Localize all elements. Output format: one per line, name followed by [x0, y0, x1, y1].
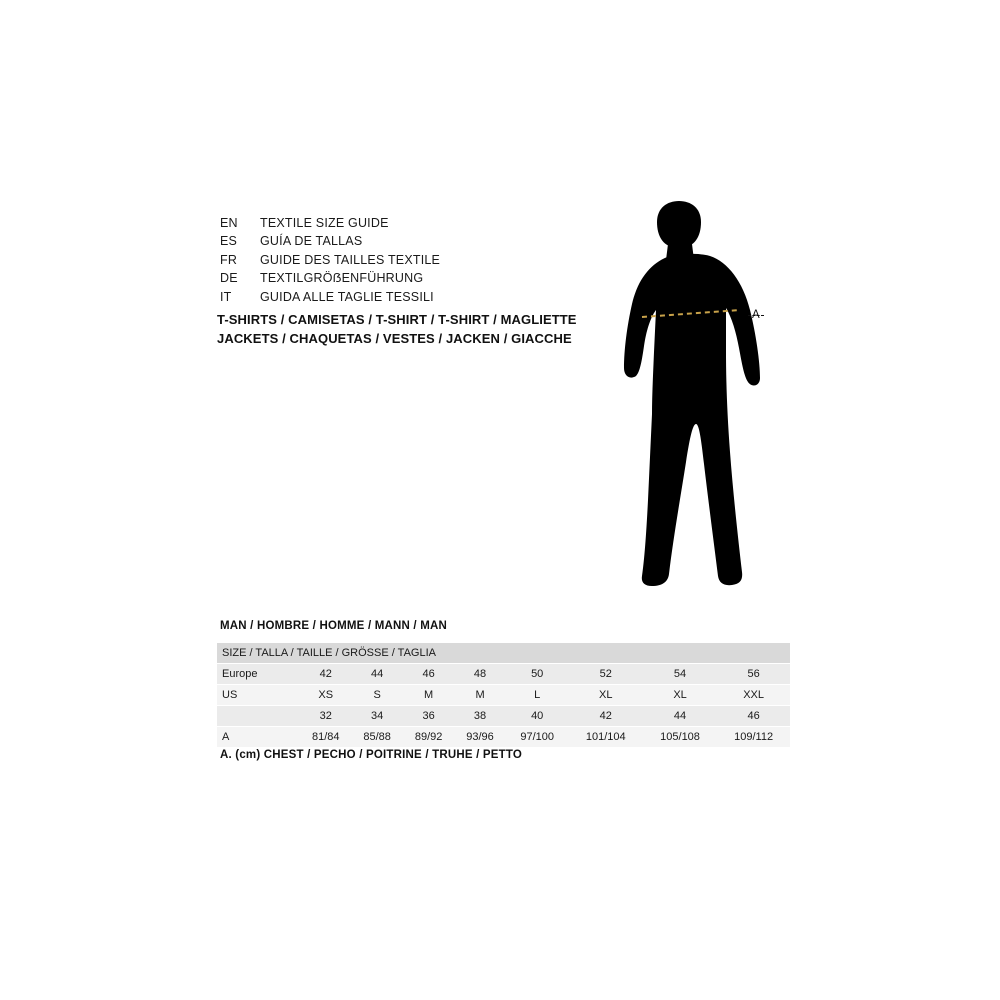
table-header-row [217, 643, 790, 664]
measure-label-a: A [752, 309, 760, 321]
language-code: FR [220, 252, 238, 267]
row-label [217, 706, 300, 727]
cell: 81/84 [300, 727, 351, 748]
man-silhouette-illustration [600, 200, 820, 600]
language-code: ES [220, 234, 238, 249]
cell: M [454, 685, 505, 706]
table-footnote: A. (cm) CHEST / PECHO / POITRINE / TRUHE / PETTO [220, 749, 523, 761]
table-header-label: SIZE / TALLA / TAILLE / GRÖSSE / TAGLIA [217, 643, 790, 664]
table-row [217, 685, 790, 706]
language-text: GUÍA DE TALLAS [260, 234, 363, 249]
row-label: A [217, 727, 300, 748]
cell: M [403, 685, 454, 706]
cell: 56 [717, 664, 790, 685]
language-row [220, 251, 640, 269]
cell: 38 [454, 706, 505, 727]
cell: XS [300, 685, 351, 706]
cell: 50 [506, 664, 569, 685]
cell: 54 [643, 664, 717, 685]
cell: 52 [569, 664, 643, 685]
cell: 42 [569, 706, 643, 727]
language-text: GUIDE DES TAILLES TEXTILE [260, 252, 441, 267]
language-code: IT [220, 289, 232, 304]
cell: 44 [643, 706, 717, 727]
language-text: TEXTILGRÖẞENFÜHRUNG [260, 271, 424, 286]
cell: L [506, 685, 569, 706]
cell: 97/100 [506, 727, 569, 748]
cell: 89/92 [403, 727, 454, 748]
table-caption: MAN / HOMBRE / HOMME / MANN / MAN [220, 620, 448, 632]
cell: 93/96 [454, 727, 505, 748]
category-jackets: JACKETS / CHAQUETAS / VESTES / JACKEN / GIACCHE [217, 331, 572, 346]
cell: 44 [351, 664, 402, 685]
row-label: US [217, 685, 300, 706]
cell: 36 [403, 706, 454, 727]
cell: 32 [300, 706, 351, 727]
cell: S [351, 685, 402, 706]
cell: XL [643, 685, 717, 706]
table-row [217, 727, 790, 748]
cell: 46 [717, 706, 790, 727]
language-row [220, 232, 640, 250]
cell: 34 [351, 706, 402, 727]
language-text: TEXTILE SIZE GUIDE [260, 216, 389, 230]
cell: 40 [506, 706, 569, 727]
cell: 105/108 [643, 727, 717, 748]
silhouette-svg [600, 200, 820, 600]
language-row [220, 214, 640, 232]
table-row [217, 664, 790, 685]
cell: XXL [717, 685, 790, 706]
cell: 109/112 [717, 727, 790, 748]
cell: 85/88 [351, 727, 402, 748]
language-code: EN [220, 216, 238, 230]
language-list [220, 214, 640, 306]
row-label: Europe [217, 664, 300, 685]
cell: 101/104 [569, 727, 643, 748]
cell: 46 [403, 664, 454, 685]
language-row [220, 288, 640, 306]
language-code: DE [220, 271, 238, 286]
cell: 42 [300, 664, 351, 685]
cell: 48 [454, 664, 505, 685]
language-row [220, 269, 640, 287]
language-text: GUIDA ALLE TAGLIE TESSILI [260, 289, 434, 304]
cell: XL [569, 685, 643, 706]
size-table [217, 643, 790, 748]
category-tshirts: T-SHIRTS / CAMISETAS / T-SHIRT / T-SHIRT / MAGLIETTE [217, 312, 577, 327]
table-row [217, 706, 790, 727]
